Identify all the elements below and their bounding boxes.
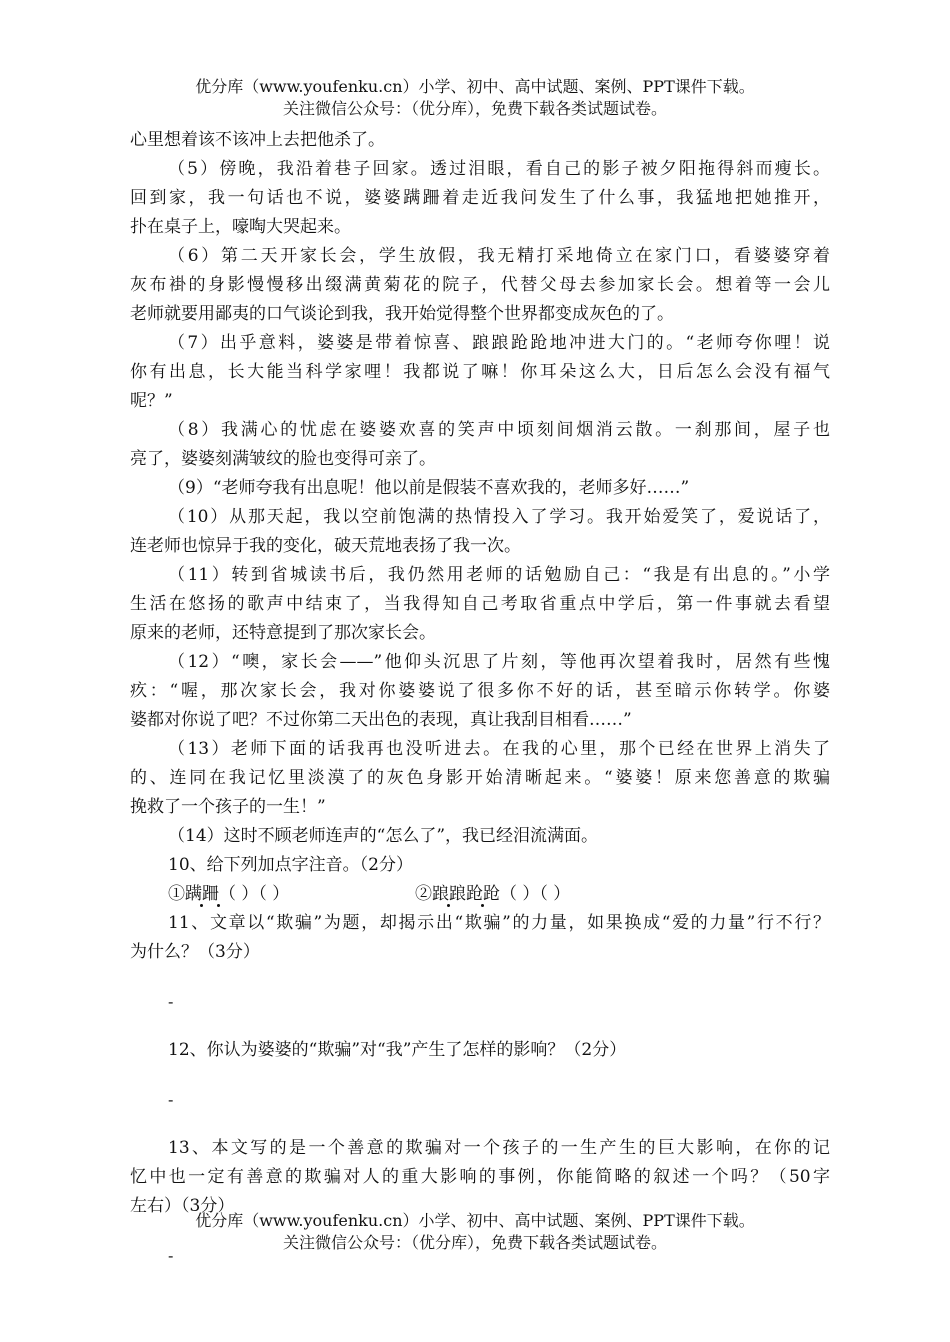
paragraph-9-line-1: （9）“老师夸我有出息呢！他以前是假装不喜欢我的，老师多好……” — [168, 478, 690, 498]
paragraph-11-line-2: 生活在悠扬的歌声中结束了，当我得知自己考取省重点中学后，第一件事就去看望 — [130, 594, 830, 614]
paragraph-11-line-3: 原来的老师，还特意提到了那次家长会。 — [130, 623, 436, 643]
paragraph-5-line-3: 扑在桌子上，嚎啕大哭起来。 — [130, 217, 351, 237]
question-10-title: 10、给下列加点字注音。（2分） — [168, 855, 413, 875]
question-11-line-2: 为什么？（3分） — [130, 942, 260, 962]
paragraph-6-line-1: （6）第二天开家长会，学生放假，我无精打采地倚立在家门口，看婆婆穿着 — [168, 246, 830, 266]
footer-line-1: 优分库（www.youfenku.cn）小学、初中、高中试题、案例、PPT课件下载。 — [195, 1211, 755, 1230]
paragraph-12-line-2: 疚：“喔，那次家长会，我对你婆婆说了很多你不好的话，甚至暗示你转学。你婆 — [130, 681, 830, 701]
paragraph-13-line-2: 的、连同在我记忆里淡漠了的灰色身影开始清晰起来。“婆婆！原来您善意的欺骗 — [130, 768, 830, 788]
question-10-item-2: ②踉踉跄跄（ ）（ ） — [415, 884, 571, 904]
paragraph-8-line-2: 亮了，婆婆刻满皱纹的脸也变得可亲了。 — [130, 449, 436, 469]
paragraph-7-line-3: 呢？” — [130, 391, 173, 411]
paragraph-8-line-1: （8）我满心的忧虑在婆婆欢喜的笑声中顷刻间烟消云散。一刹那间，屋子也 — [168, 420, 830, 440]
paragraph-14-line-1: （14）这时不顾老师连声的“怎么了”，我已经泪流满面。 — [168, 826, 599, 846]
emphasis-dot — [447, 904, 450, 907]
question-12-line-1: 12、你认为婆婆的“欺骗”对“我”产生了怎样的影响？（2分） — [168, 1040, 627, 1060]
paragraph-7-line-1: （7）出乎意料，婆婆是带着惊喜、踉踉跄跄地冲进大门的。“老师夸你哩！说 — [168, 333, 830, 353]
document-body — [130, 126, 830, 1270]
question-10-item-1: ①蹒跚（ ）（ ） — [168, 884, 290, 904]
answer-line-13[interactable]: - — [168, 1246, 174, 1265]
paragraph-13-line-3: 挽救了一个孩子的一生！” — [130, 797, 326, 817]
paragraph-4-tail: 心里想着该不该冲上去把他杀了。 — [130, 130, 385, 150]
question-10-items — [130, 880, 830, 909]
answer-line-12[interactable]: - — [168, 1090, 174, 1109]
question-13-line-3: 左右）（3分） — [130, 1196, 235, 1216]
paragraph-10-line-2: 连老师也惊异于我的变化，破天荒地表扬了我一次。 — [130, 536, 521, 556]
paragraph-6-line-3: 老师就要用鄙夷的口气谈论到我，我开始觉得整个世界都变成灰色的了。 — [130, 304, 674, 324]
answer-line-11[interactable]: - — [168, 992, 174, 1011]
spacer — [130, 1016, 830, 1036]
spacer — [130, 1065, 830, 1085]
paragraph-5-line-2: 回到家，我一句话也不说，婆婆蹒跚着走近我问发生了什么事，我猛地把她推开， — [130, 188, 830, 208]
paragraph-11-line-1: （11）转到省城读书后，我仍然用老师的话勉励自己：“我是有出息的。”小学 — [168, 565, 830, 585]
header-line-1: 优分库（www.youfenku.cn）小学、初中、高中试题、案例、PPT课件下载。 — [195, 77, 755, 96]
emphasis-dot — [481, 904, 484, 907]
question-13-line-2: 忆中也一定有善意的欺骗对人的重大影响的事例，你能简略的叙述一个吗？（50字 — [130, 1167, 830, 1187]
footer-line-2: 关注微信公众号：（优分库），免费下载各类试题试卷。 — [282, 1233, 667, 1252]
spacer — [130, 967, 830, 987]
header-line-2: 关注微信公众号：（优分库），免费下载各类试题试卷。 — [282, 99, 667, 118]
emphasis-dot — [200, 904, 203, 907]
emphasis-dot — [217, 904, 220, 907]
paragraph-6-line-2: 灰布褂的身影慢慢移出缀满黄菊花的院子，代替父母去参加家长会。想着等一会儿 — [130, 275, 830, 295]
question-13-line-1: 13、本文写的是一个善意的欺骗对一个孩子的一生产生的巨大影响，在你的记 — [168, 1138, 830, 1158]
paragraph-12-line-1: （12）“噢，家长会——”他仰头沉思了片刻，等他再次望着我时，居然有些愧 — [168, 652, 830, 672]
paragraph-7-line-2: 你有出息，长大能当科学家哩！我都说了嘛！你耳朵这么大，日后怎么会没有福气 — [130, 362, 830, 382]
paragraph-13-line-1: （13）老师下面的话我再也没听进去。在我的心里，那个已经在世界上消失了 — [168, 739, 830, 759]
paragraph-5-line-1: （5）傍晚，我沿着巷子回家。透过泪眼，看自己的影子被夕阳拖得斜而瘦长。 — [168, 159, 830, 179]
paragraph-10-line-1: （10）从那天起，我以空前饱满的热情投入了学习。我开始爱笑了，爱说话了， — [168, 507, 830, 527]
paragraph-12-line-3: 婆都对你说了吧？不过你第二天出色的表现，真让我刮目相看……” — [130, 710, 632, 730]
spacer — [130, 1114, 830, 1134]
question-11-line-1: 11、文章以“欺骗”为题，却揭示出“欺骗”的力量，如果换成“爱的力量”行不行？ — [168, 913, 830, 933]
